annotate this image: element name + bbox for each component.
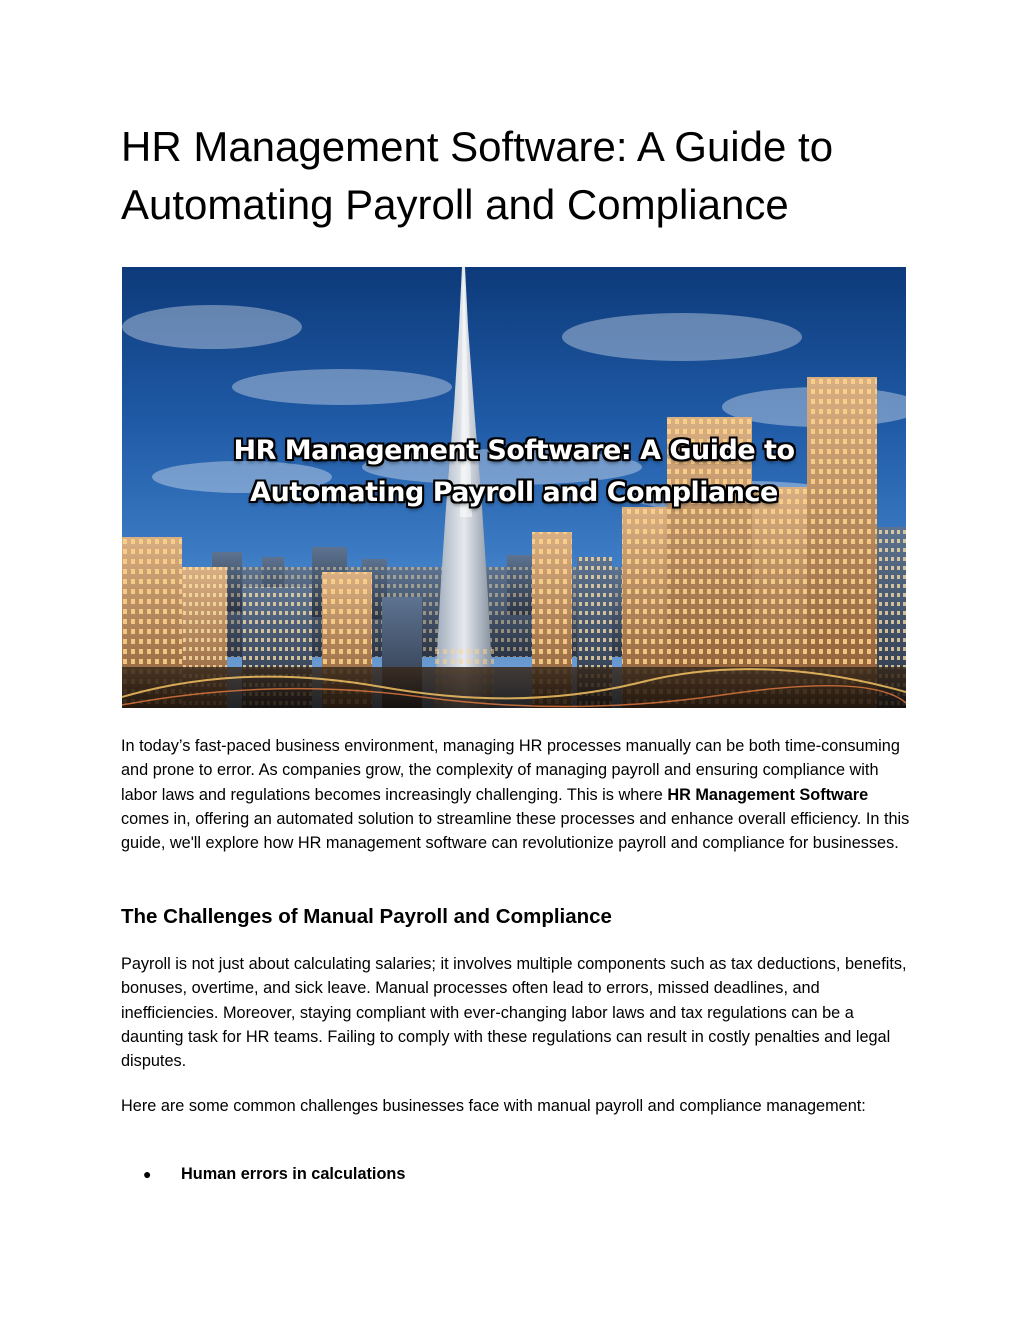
section-heading: The Challenges of Manual Payroll and Compliance xyxy=(121,905,612,928)
hero-image xyxy=(122,267,906,708)
intro-text: In today’s fast-paced business environment, managing HR processes manually can be both time-consuming and prone to error. As companies grow, the complexity of managing payroll and ensuring compliance with labor laws and regulations becomes increasingly challenging. This is where xyxy=(121,737,900,804)
list-item-text: Human errors in calculations xyxy=(181,1165,406,1183)
section-paragraph: Payroll is not just about calculating salaries; it involves multiple components such as tax deductions, benefits, bonuses, overtime, and sick leave. Manual processes often lead to errors, missed deadlines, and inefficiencies. Moreover, staying compliant with ever-changing labor laws and tax regulations can be a daunting task for HR teams. Failing to comply with these regulations can result in costly penalties and legal disputes. xyxy=(121,955,907,1071)
hero-caption-line: HR Management Software: A Guide to xyxy=(233,435,795,466)
intro-text: comes in, offering an automated solution to streamline these processes and enhance overall efficiency. In this guide, we'll explore how HR management software can revolutionize payroll and compliance for businesses. xyxy=(121,809,910,853)
intro-paragraph xyxy=(121,734,911,855)
section-paragraph: Here are some common challenges businesses face with manual payroll and compliance management: xyxy=(121,1097,866,1115)
bullet-icon: ● xyxy=(143,1166,152,1182)
intro-bold-term: HR Management Software xyxy=(667,785,869,804)
hero-caption-line: Automating Payroll and Compliance xyxy=(250,477,778,508)
hero-caption xyxy=(122,430,906,514)
bullet-list xyxy=(121,1162,911,1186)
list-item xyxy=(121,1162,911,1186)
page-title: HR Management Software: A Guide to Automating Payroll and Compliance xyxy=(121,123,834,228)
